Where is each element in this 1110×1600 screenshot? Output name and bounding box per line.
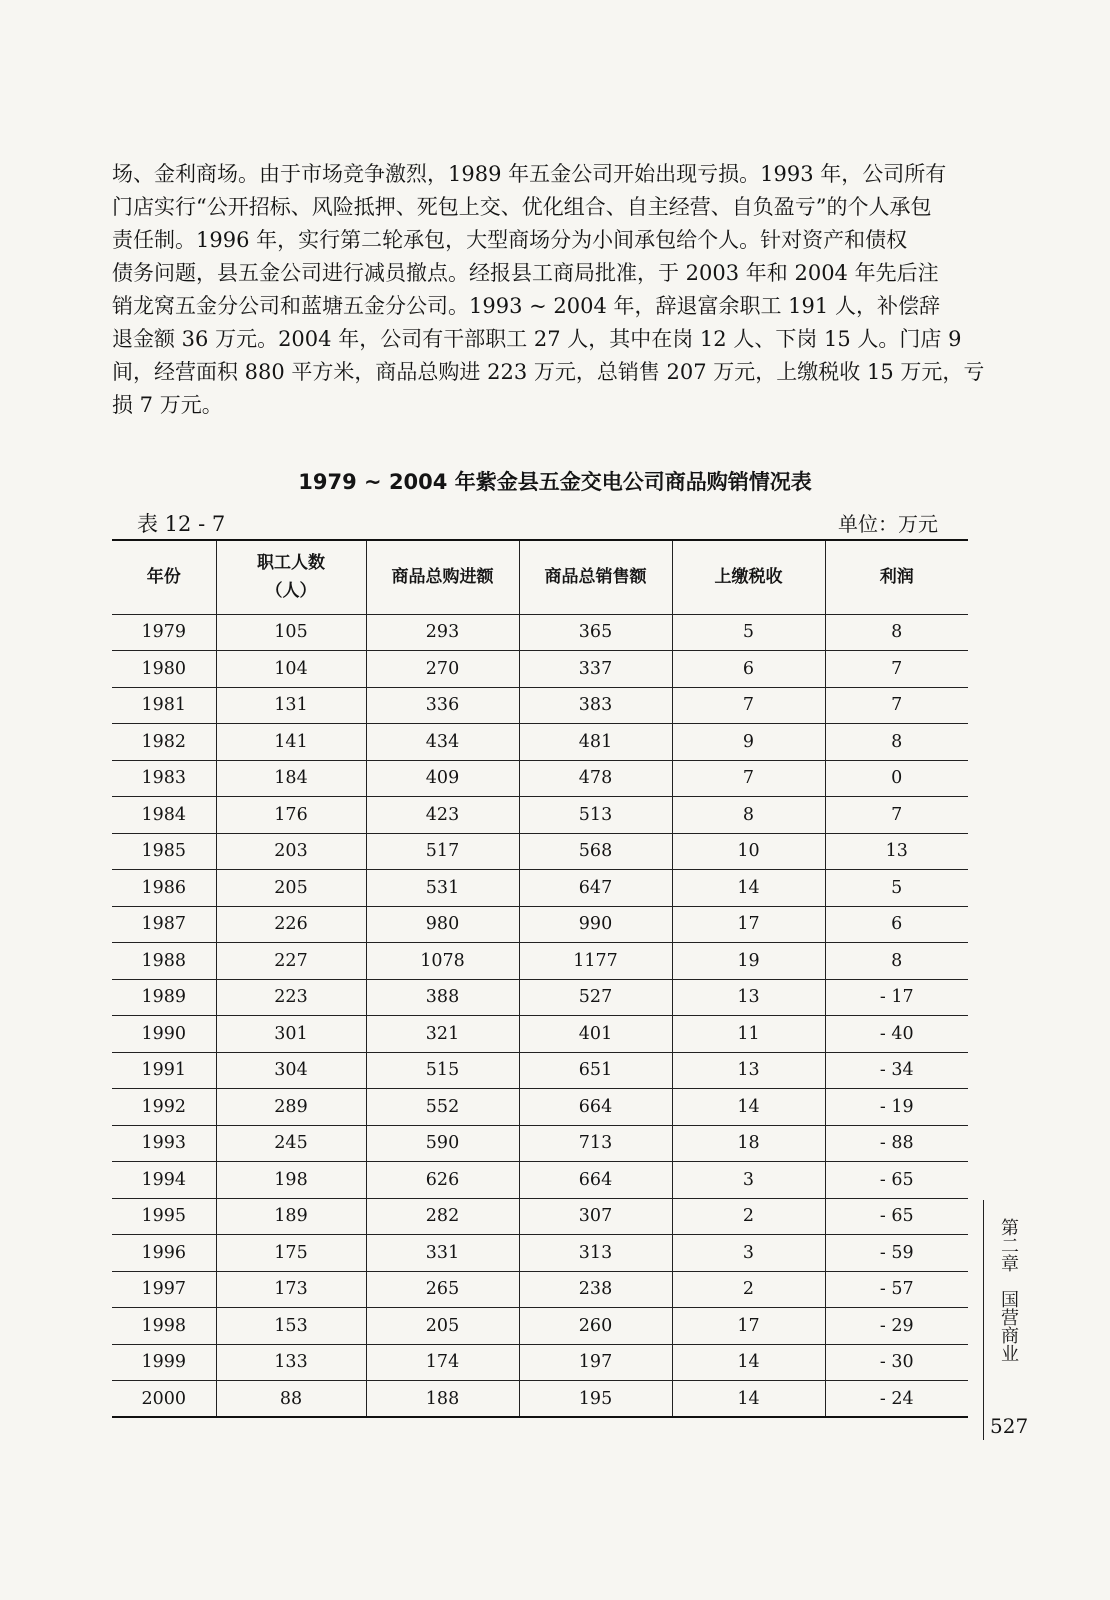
table-row <box>112 906 968 943</box>
table-row <box>112 724 968 761</box>
cell-sales: 1177 <box>519 943 672 980</box>
paragraph-line: 债务问题，县五金公司进行减员撤点。经报县工商局批准，于 2003 年和 2004 年先后注 <box>112 261 939 285</box>
cell-profit: - 65 <box>825 1162 968 1199</box>
cell-year: 1988 <box>112 943 216 980</box>
table-row <box>112 651 968 688</box>
cell-staff: 226 <box>216 906 366 943</box>
table-number: 表 12 - 7 <box>137 512 226 536</box>
cell-tax: 14 <box>672 1344 825 1381</box>
cell-tax: 5 <box>672 614 825 651</box>
cell-staff: 198 <box>216 1162 366 1199</box>
cell-purchase: 174 <box>366 1344 519 1381</box>
sales-table <box>112 539 968 1418</box>
cell-year: 1983 <box>112 760 216 797</box>
cell-purchase: 265 <box>366 1271 519 1308</box>
cell-year: 1995 <box>112 1198 216 1235</box>
cell-purchase: 515 <box>366 1052 519 1089</box>
cell-sales: 990 <box>519 906 672 943</box>
cell-staff: 301 <box>216 1016 366 1053</box>
cell-staff: 104 <box>216 651 366 688</box>
cell-sales: 481 <box>519 724 672 761</box>
cell-purchase: 590 <box>366 1125 519 1162</box>
cell-sales: 307 <box>519 1198 672 1235</box>
table-row <box>112 1016 968 1053</box>
cell-tax: 11 <box>672 1016 825 1053</box>
cell-tax: 2 <box>672 1271 825 1308</box>
cell-purchase: 980 <box>366 906 519 943</box>
cell-staff: 184 <box>216 760 366 797</box>
cell-year: 1993 <box>112 1125 216 1162</box>
cell-profit: - 34 <box>825 1052 968 1089</box>
cell-profit: 0 <box>825 760 968 797</box>
cell-tax: 19 <box>672 943 825 980</box>
cell-purchase: 409 <box>366 760 519 797</box>
chapter-label: 第二章 国营商业 <box>998 1218 1019 1362</box>
cell-sales: 197 <box>519 1344 672 1381</box>
cell-staff: 88 <box>216 1381 366 1418</box>
cell-profit: 6 <box>825 906 968 943</box>
cell-year: 1990 <box>112 1016 216 1053</box>
cell-year: 1986 <box>112 870 216 907</box>
cell-year: 1992 <box>112 1089 216 1126</box>
cell-sales: 664 <box>519 1089 672 1126</box>
col-header-purchase: 商品总购进额 <box>366 540 519 614</box>
cell-profit: 7 <box>825 797 968 834</box>
cell-staff: 133 <box>216 1344 366 1381</box>
cell-tax: 17 <box>672 906 825 943</box>
col-header-sales: 商品总销售额 <box>519 540 672 614</box>
cell-staff: 176 <box>216 797 366 834</box>
cell-sales: 337 <box>519 651 672 688</box>
cell-sales: 401 <box>519 1016 672 1053</box>
col-header-staff: 职工人数 （人） <box>216 540 366 614</box>
paragraph-line: 损 7 万元。 <box>112 393 223 417</box>
cell-profit: - 19 <box>825 1089 968 1126</box>
table-row <box>112 833 968 870</box>
paragraph-line: 间，经营面积 880 平方米，商品总购进 223 万元，总销售 207 万元，上缴税收 15 万元，亏 <box>112 360 985 384</box>
cell-staff: 223 <box>216 979 366 1016</box>
cell-purchase: 434 <box>366 724 519 761</box>
cell-sales: 647 <box>519 870 672 907</box>
paragraph-line: 责任制。1996 年，实行第二轮承包，大型商场分为小间承包给个人。针对资产和债权 <box>112 228 908 252</box>
cell-staff: 173 <box>216 1271 366 1308</box>
cell-staff: 175 <box>216 1235 366 1272</box>
cell-year: 1985 <box>112 833 216 870</box>
cell-profit: - 40 <box>825 1016 968 1053</box>
cell-tax: 14 <box>672 1381 825 1418</box>
cell-sales: 365 <box>519 614 672 651</box>
col-header-profit: 利润 <box>825 540 968 614</box>
cell-tax: 7 <box>672 687 825 724</box>
cell-sales: 651 <box>519 1052 672 1089</box>
table-row <box>112 979 968 1016</box>
col-header-tax: 上缴税收 <box>672 540 825 614</box>
cell-year: 1997 <box>112 1271 216 1308</box>
cell-purchase: 293 <box>366 614 519 651</box>
table-title: 1979 ~ 2004 年紫金县五金交电公司商品购销情况表 <box>298 470 812 494</box>
table-row <box>112 797 968 834</box>
cell-sales: 568 <box>519 833 672 870</box>
cell-sales: 513 <box>519 797 672 834</box>
table-row <box>112 1162 968 1199</box>
table-unit: 单位：万元 <box>838 512 938 536</box>
cell-staff: 205 <box>216 870 366 907</box>
table-row <box>112 1344 968 1381</box>
cell-profit: 7 <box>825 651 968 688</box>
cell-tax: 3 <box>672 1162 825 1199</box>
cell-year: 1994 <box>112 1162 216 1199</box>
cell-profit: - 59 <box>825 1235 968 1272</box>
cell-purchase: 517 <box>366 833 519 870</box>
cell-tax: 7 <box>672 760 825 797</box>
cell-staff: 105 <box>216 614 366 651</box>
cell-staff: 289 <box>216 1089 366 1126</box>
cell-staff: 189 <box>216 1198 366 1235</box>
cell-profit: - 17 <box>825 979 968 1016</box>
cell-purchase: 321 <box>366 1016 519 1053</box>
table-row <box>112 614 968 651</box>
cell-tax: 2 <box>672 1198 825 1235</box>
cell-tax: 3 <box>672 1235 825 1272</box>
cell-year: 1998 <box>112 1308 216 1345</box>
paragraph-line: 退金额 36 万元。2004 年，公司有干部职工 27 人，其中在岗 12 人、下岗 15 人。门店 9 <box>112 327 962 351</box>
cell-tax: 17 <box>672 1308 825 1345</box>
cell-profit: - 65 <box>825 1198 968 1235</box>
cell-purchase: 205 <box>366 1308 519 1345</box>
cell-sales: 713 <box>519 1125 672 1162</box>
cell-profit: 8 <box>825 724 968 761</box>
table-row <box>112 1089 968 1126</box>
table-row <box>112 1125 968 1162</box>
table-row <box>112 1271 968 1308</box>
cell-sales: 664 <box>519 1162 672 1199</box>
cell-sales: 238 <box>519 1271 672 1308</box>
cell-profit: - 57 <box>825 1271 968 1308</box>
table-row <box>112 1308 968 1345</box>
cell-sales: 478 <box>519 760 672 797</box>
cell-year: 1980 <box>112 651 216 688</box>
cell-staff: 245 <box>216 1125 366 1162</box>
cell-year: 1999 <box>112 1344 216 1381</box>
cell-purchase: 552 <box>366 1089 519 1126</box>
table-row <box>112 1052 968 1089</box>
cell-year: 1982 <box>112 724 216 761</box>
cell-profit: 13 <box>825 833 968 870</box>
cell-staff: 203 <box>216 833 366 870</box>
cell-year: 1991 <box>112 1052 216 1089</box>
cell-profit: 7 <box>825 687 968 724</box>
paragraph-line: 门店实行“公开招标、风险抵押、死包上交、优化组合、自主经营、自负盈亏”的个人承包 <box>112 195 932 219</box>
cell-tax: 14 <box>672 1089 825 1126</box>
margin-divider <box>983 1200 984 1440</box>
cell-staff: 304 <box>216 1052 366 1089</box>
cell-year: 1987 <box>112 906 216 943</box>
cell-year: 2000 <box>112 1381 216 1418</box>
table-row <box>112 1235 968 1272</box>
cell-profit: - 88 <box>825 1125 968 1162</box>
cell-purchase: 626 <box>366 1162 519 1199</box>
cell-purchase: 423 <box>366 797 519 834</box>
col-header-year: 年份 <box>112 540 216 614</box>
paragraph-line: 销龙窝五金分公司和蓝塘五金分公司。1993 ~ 2004 年，辞退富余职工 191 人，补偿辞 <box>112 294 940 318</box>
cell-tax: 13 <box>672 1052 825 1089</box>
cell-sales: 313 <box>519 1235 672 1272</box>
cell-sales: 527 <box>519 979 672 1016</box>
cell-tax: 8 <box>672 797 825 834</box>
cell-sales: 383 <box>519 687 672 724</box>
cell-tax: 6 <box>672 651 825 688</box>
table-row <box>112 1198 968 1235</box>
cell-profit: 8 <box>825 614 968 651</box>
cell-staff: 153 <box>216 1308 366 1345</box>
table-row <box>112 943 968 980</box>
cell-staff: 227 <box>216 943 366 980</box>
cell-year: 1984 <box>112 797 216 834</box>
cell-profit: - 24 <box>825 1381 968 1418</box>
cell-tax: 10 <box>672 833 825 870</box>
table-header-row <box>112 540 968 614</box>
table-body <box>112 614 968 1417</box>
cell-profit: 8 <box>825 943 968 980</box>
cell-tax: 14 <box>672 870 825 907</box>
body-paragraph <box>112 158 985 422</box>
cell-profit: - 29 <box>825 1308 968 1345</box>
table-row <box>112 1381 968 1418</box>
cell-year: 1981 <box>112 687 216 724</box>
cell-purchase: 388 <box>366 979 519 1016</box>
cell-purchase: 270 <box>366 651 519 688</box>
cell-staff: 141 <box>216 724 366 761</box>
cell-purchase: 331 <box>366 1235 519 1272</box>
cell-purchase: 1078 <box>366 943 519 980</box>
cell-purchase: 188 <box>366 1381 519 1418</box>
cell-year: 1996 <box>112 1235 216 1272</box>
cell-tax: 13 <box>672 979 825 1016</box>
cell-purchase: 282 <box>366 1198 519 1235</box>
cell-profit: 5 <box>825 870 968 907</box>
table-row <box>112 870 968 907</box>
cell-purchase: 336 <box>366 687 519 724</box>
cell-staff: 131 <box>216 687 366 724</box>
table-row <box>112 760 968 797</box>
cell-tax: 18 <box>672 1125 825 1162</box>
cell-purchase: 531 <box>366 870 519 907</box>
table-row <box>112 687 968 724</box>
cell-tax: 9 <box>672 724 825 761</box>
cell-sales: 260 <box>519 1308 672 1345</box>
cell-year: 1989 <box>112 979 216 1016</box>
cell-sales: 195 <box>519 1381 672 1418</box>
cell-profit: - 30 <box>825 1344 968 1381</box>
paragraph-line: 场、金利商场。由于市场竞争激烈，1989 年五金公司开始出现亏损。1993 年，公司所有 <box>112 162 947 186</box>
page-number: 527 <box>990 1414 1029 1438</box>
cell-year: 1979 <box>112 614 216 651</box>
